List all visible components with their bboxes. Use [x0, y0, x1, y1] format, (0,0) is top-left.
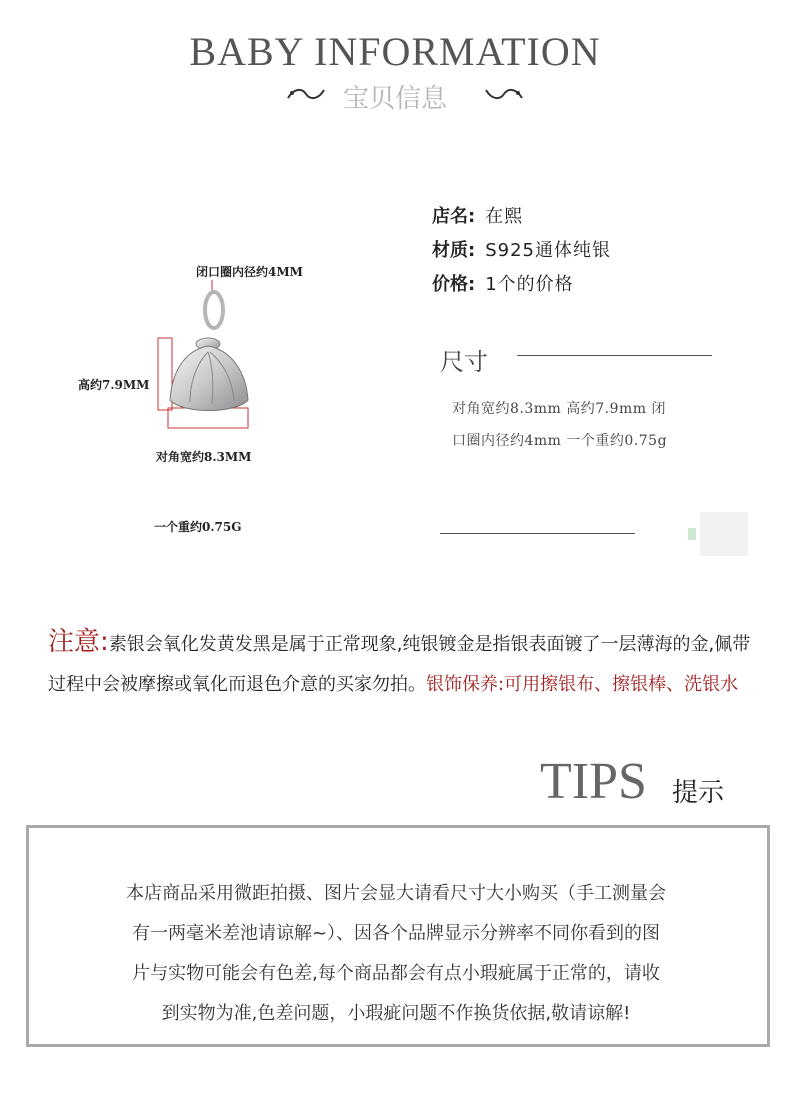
- header-title: BABY INFORMATION: [189, 29, 601, 74]
- tips-line: 到实物为准,色差问题，小瑕疵问题不作换货依据,敬请谅解!: [161, 1003, 631, 1024]
- tips-body: [62, 874, 730, 1034]
- header-subtitle: 宝贝信息: [342, 84, 447, 114]
- tips-title-en: TIPS: [540, 753, 647, 810]
- ring-diameter-label: 闭口圈内径约4MM: [196, 265, 303, 279]
- info-row-shop: [432, 202, 523, 228]
- notice-body: 素银会氧化发黄发黑是属于正常现象,纯银镀金是指银表面镀了一层薄海的金,佩带过程中会被摩擦或氧化而退色介意的买家勿拍。: [48, 634, 751, 695]
- info-row-price: [432, 270, 574, 296]
- size-title: 尺寸: [440, 348, 488, 376]
- right-swirl-ornament-icon: [484, 84, 524, 104]
- pendant-product-image: [150, 280, 260, 440]
- height-label: 高约7.9MM: [78, 378, 150, 392]
- size-bottom-divider: [440, 533, 635, 534]
- weight-label: 一个重约0.75G: [154, 520, 242, 534]
- size-divider: [517, 355, 712, 356]
- notice-heading: 注意:: [48, 627, 109, 657]
- tips-line: 有一两毫米差池请谅解~）、因各个品牌显示分辨率不同你看到的图: [131, 923, 661, 944]
- notice-paragraph: [48, 622, 760, 705]
- info-value: 1个的价格: [485, 274, 574, 295]
- info-value: S925通体纯银: [485, 240, 611, 261]
- tips-line: 本店商品采用微距拍摄、图片会显大请看尺寸大小购买（手工测量会: [126, 883, 666, 904]
- info-key: 价格:: [432, 274, 476, 295]
- size-line-1: 对角宽约8.3mm 高约7.9mm 闭: [452, 401, 667, 417]
- tips-line: 片与实物可能会有色差,每个商品都会有点小瑕疵属于正常的，请收: [132, 963, 660, 984]
- info-value: 在熙: [485, 206, 524, 227]
- decorative-swatch: [700, 512, 748, 556]
- size-line-2: 口圈内径约4mm 一个重约0.75g: [452, 433, 668, 449]
- info-row-material: [432, 236, 611, 262]
- info-key: 材质:: [432, 240, 476, 261]
- tips-title-zh: 提示: [672, 778, 725, 808]
- info-key: 店名:: [432, 206, 476, 227]
- notice-care: 银饰保养:可用擦银布、擦银棒、洗银水: [426, 674, 739, 695]
- width-label: 对角宽约8.3MM: [156, 450, 252, 464]
